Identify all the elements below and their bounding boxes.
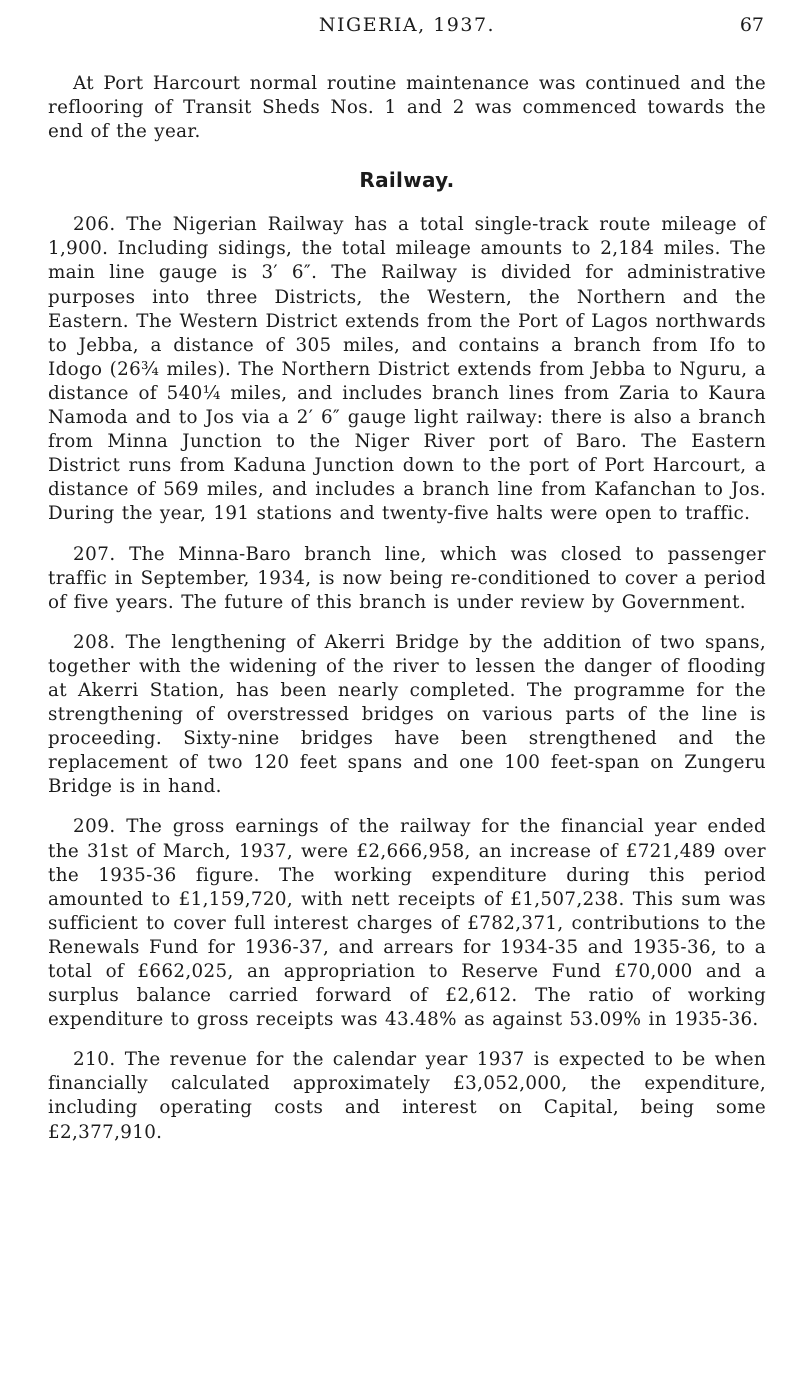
paragraph-text: The lengthening of Akerri Bridge by the addition of two spans, together with the widening of the river to lessen the danger of flooding at Akerri Station, has been nearly completed. The programme for the strengthening of overstressed bridges on various parts of the line is proceeding. Sixty-nine bridges have been strengthened and the replacement of two 120 feet spans and one 100 feet-span on Zungeru Bridge is in hand. bbox=[48, 631, 766, 798]
paragraph-text: The Minna-Baro branch line, which was closed to passenger traffic in September, 1934, is now being re-conditioned to cover a period of five years. The future of this branch is under review by Government. bbox=[48, 543, 766, 613]
paragraph-208 bbox=[48, 631, 766, 800]
intro-paragraph: At Port Harcourt normal routine maintenance was continued and the reflooring of Transit Sheds Nos. 1 and 2 was commenced towards the end of the year. bbox=[48, 73, 766, 143]
header-title: NIGERIA, 1937. bbox=[318, 14, 496, 36]
paragraph-207 bbox=[48, 543, 766, 615]
section-heading: Railway. bbox=[359, 168, 455, 193]
paragraph-number: 206. bbox=[73, 214, 116, 236]
page-number: 67 bbox=[739, 14, 764, 36]
paragraph-209 bbox=[48, 815, 766, 1032]
paragraph-206 bbox=[48, 213, 766, 526]
running-header bbox=[48, 0, 766, 50]
paragraph-text: The gross earnings of the railway for the financial year ended the 31st of March, 1937, were £2,666,958, an increase of £721,489 over the 1935-36 figure. The working expenditure during this period amounted to £1,159,720, with nett receipts of £1,507,238. This sum was sufficient to cover full interest charges of £782,371, contributions to the Renewals Fund for 1936-37, and arrears for 1934-35 and 1935-36, to a total of £662,025, an appropriation to Reserve Fund £70,000 and a surplus balance carried forward of £2,612. The ratio of working expenditure to gross receipts was 43.48% as against 53.09% in 1935-36. bbox=[48, 816, 766, 1031]
paragraph-number: 210. bbox=[73, 1049, 116, 1071]
paragraph-number: 209. bbox=[73, 816, 116, 838]
paragraph-text: The revenue for the calendar year 1937 is expected to be when financially calculated approximately £3,052,000, the expenditure, including operating costs and interest on Capital, being some £2,377,910. bbox=[48, 1049, 766, 1143]
paragraph-number: 208. bbox=[73, 631, 116, 653]
paragraph-number: 207. bbox=[73, 543, 116, 565]
document-page bbox=[48, 0, 766, 1161]
paragraph-210 bbox=[48, 1048, 766, 1144]
paragraph-text: The Nigerian Railway has a total single-track route mileage of 1,900. Including sidings, the total mileage amounts to 2,184 miles. The main line gauge is 3′ 6″. The Railway is divided for administrative purposes into three Districts, the Western, the Northern and the Eastern. The Western District extends from the Port of Lagos northwards to Jebba, a distance of 305 miles, and contains a branch from Ifo to Idogo (26¾ miles). The Northern District extends from Jebba to Nguru, a distance of 540¼ miles, and includes branch lines from Zaria to Kaura Namoda and to Jos via a 2′ 6″ gauge light railway: there is also a branch from Minna Junction to the Niger River port of Baro. The Eastern District runs from Kaduna Junction down to the port of Port Harcourt, a distance of 569 miles, and includes a branch line from Kafanchan to Jos. During the year, 191 stations and twenty-five halts were open to traffic. bbox=[48, 214, 766, 525]
